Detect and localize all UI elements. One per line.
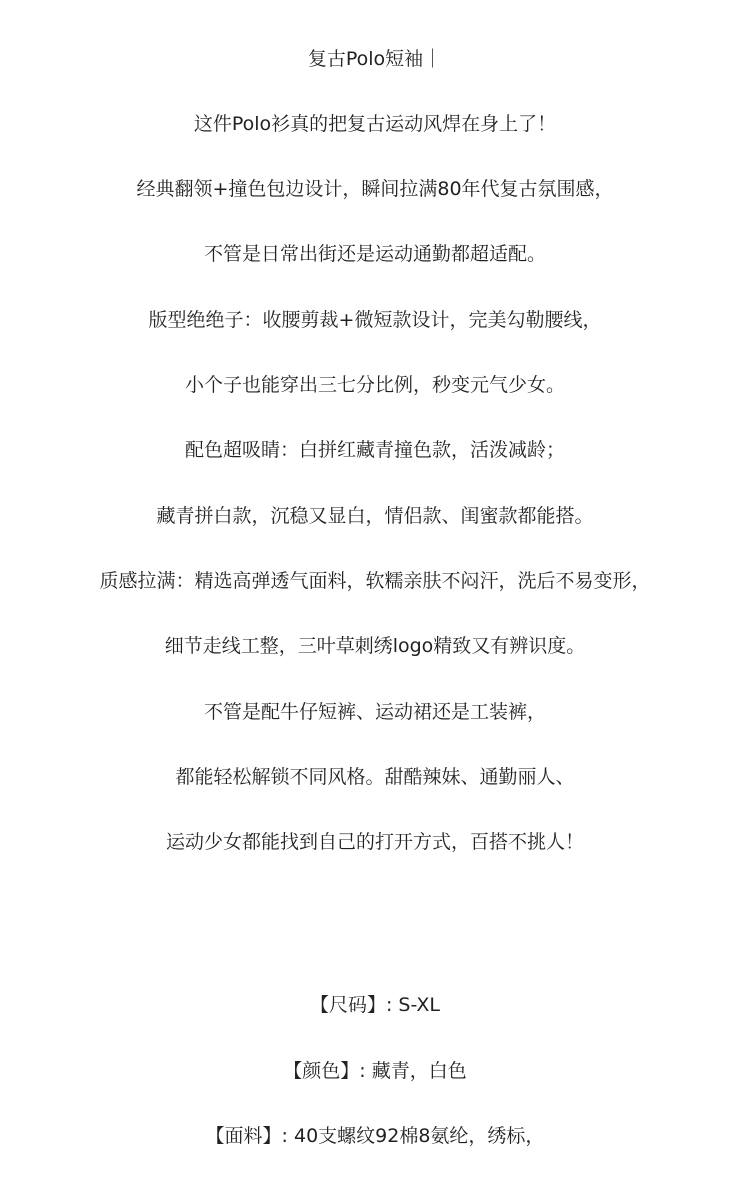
spec-color: 【颜色】: 藏青，白色 [283, 1060, 467, 1082]
description-line: 小个子也能穿出三七分比例，秒变元气少女。 [184, 374, 565, 396]
spec-size: 【尺码】: S-XL [309, 994, 440, 1016]
spec-fabric: 【面料】: 40支螺纹92棉8氨纶，绣标， [205, 1125, 545, 1147]
description-line: 版型绝绝子：收腰剪裁+微短款设计，完美勾勒腰线， [148, 309, 602, 331]
description-line: 运动少女都能找到自己的打开方式，百搭不挑人！ [165, 831, 584, 853]
description-line: 配色超吸睛：白拼红藏青撞色款，活泼减龄； [184, 439, 565, 461]
description-line: 这件Polo衫真的把复古运动风焊在身上了！ [193, 113, 557, 135]
product-title: 复古Polo短袖｜ [307, 48, 443, 70]
description-line: 都能轻松解锁不同风格。甜酷辣妹、通勤丽人、 [175, 766, 575, 788]
description-line: 藏青拼白款，沉稳又显白，情侣款、闺蜜款都能搭。 [156, 505, 594, 527]
description-line: 不管是配牛仔短裤、运动裙还是工装裤， [203, 701, 546, 723]
description-line: 质感拉满：精选高弹透气面料，软糯亲肤不闷汗，洗后不易变形， [99, 570, 651, 592]
description-line: 经典翻领+撞色包边设计，瞬间拉满80年代复古氛围感， [136, 178, 614, 200]
description-line: 细节走线工整，三叶草刺绣logo精致又有辨识度。 [164, 635, 586, 657]
description-line: 不管是日常出街还是运动通勤都超适配。 [203, 243, 546, 265]
